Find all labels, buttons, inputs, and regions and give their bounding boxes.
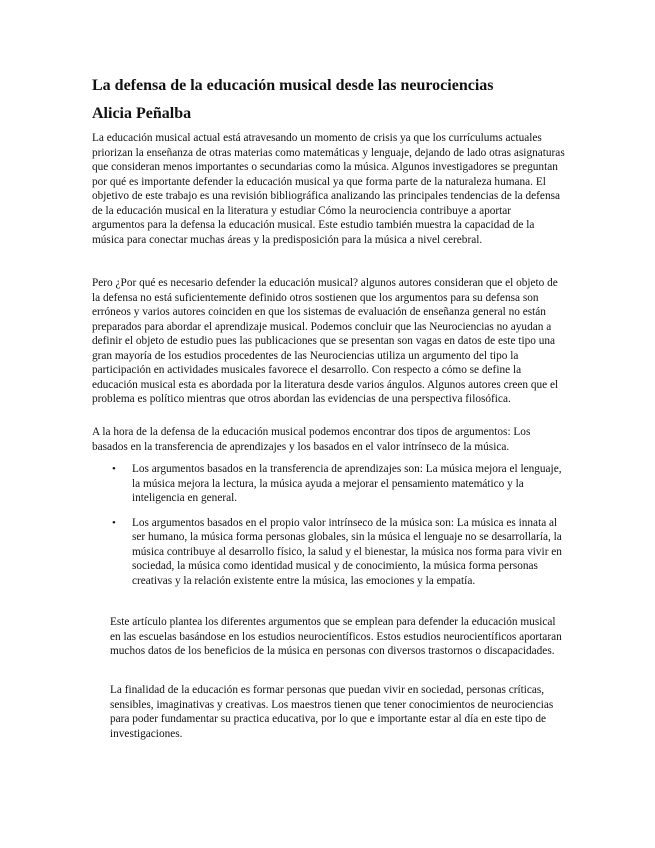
bullet-icon: • (112, 516, 116, 529)
bullet-text-intrinsic: Los argumentos basados en el propio valor intrínseco de la música son: La música es innata al ser humano, la música forma personas globales, sin la música el lenguaje no se desarrollaría, la música contribuye al desarrollo físico, la salud y el bienestar, la música nos forma para vivir en sociedad, la música como identidad musical y de conocimiento, la música forma personas creativas y la relación existente entre la música, las emociones y la empatía. (132, 516, 562, 587)
bullet-text-transfer: Los argumentos basados en la transferencia de aprendizajes son: La música mejora el lenguaje, la música mejora la lectura, la música ayuda a mejorar el pensamiento matemático y la inteligencia en general. (132, 463, 562, 504)
argument-list (110, 462, 566, 588)
paragraph-article-summary: Este artículo plantea los diferentes argumentos que se emplean para defender la educación musical en las escuelas basándose en los estudios neurocientíficos. Estos estudios neurocientíficos aportaran muchos datos de los beneficios de la música en personas con diversos trastornos o discapacidades. (110, 616, 562, 657)
bullet-icon: • (112, 463, 116, 475)
paragraph-why-defend: Pero ¿Por qué es necesario defender la educación musical? algunos autores consideran que el objeto de la defensa no está suficientemente definido otros sostienen que los argumentos para su defensa son erróneos y varios autores coinciden en que los sistemas de evaluación de enseñanza general no están preparados para abordar el aprendizaje musical. Podemos concluir que las Neurociencias no ayudan a definir el objeto de estudio pues las publicaciones que se presentan son vagas en datos de este tipo una gran mayoría de los estudios procedentes de las Neurociencias utiliza un argumento del tipo la participación en actividades musicales favorece el desarrollo. Con respecto a cómo se define la educación musical esta es abordada por la literatura desde varios ángulos. Algunos autores creen que el problema es político mientras que otros abordan las evidencias de una perspectiva filosófica. (92, 277, 559, 405)
document-title: La defensa de la educación musical desde las neurociencias (92, 77, 494, 94)
paragraph-education-purpose: La finalidad de la educación es formar personas que puedan vivir en sociedad, personas críticas, sensibles, imaginativas y creativas. Los maestros tienen que tener conocimientos de neurociencias para poder fundamentar su practica educativa, por lo que e importante estar al día en este tipo de investigaciones. (110, 684, 554, 740)
list-item (110, 516, 566, 589)
author-name: Alicia Peñalba (92, 105, 192, 122)
paragraph-intro: La educación musical actual está atravesando un momento de crisis ya que los currículums actuales priorizan la enseñanza de otras materias como matemáticas y lenguaje, dejando de lado otras asignaturas que consideran menos importantes o secundarias como la música. Algunos investigadores se preguntan por qué es importante defender la educación musical ya que forma parte de la naturaleza humana. El objetivo de este trabajo es una revisión bibliográfica analizando las principales tendencias de la defensa de la educación musical en la literatura y estudiar Cómo la neurociencia contribuye a aportar argumentos para la defensa la educación musical. Este estudio también muestra la capacidad de la música para conectar muchas áreas y la predisposición para la música a nivel cerebral. (92, 132, 565, 246)
list-item (110, 462, 566, 506)
paragraph-argument-types: A la hora de la defensa de la educación musical podemos encontrar dos tipos de argumentos: Los basados en la transferencia de aprendizajes y los basados en el valor intrínseco de la música. (92, 426, 531, 453)
